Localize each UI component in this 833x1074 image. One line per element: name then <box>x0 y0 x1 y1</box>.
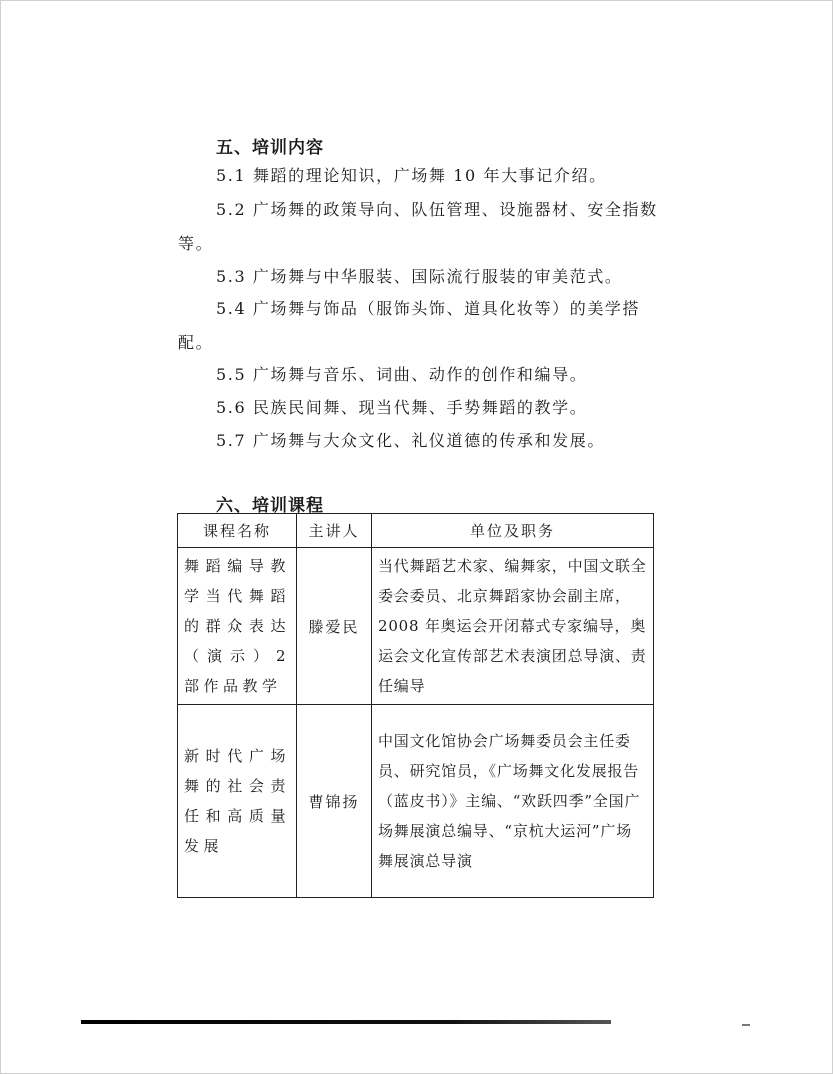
item-5-4: 5.4 广场舞与饰品（服饰头饰、道具化妆等）的美学搭配。 <box>178 299 641 352</box>
item-5-7: 5.7 广场舞与大众文化、礼仪道德的传承和发展。 <box>216 431 605 450</box>
item-5-2: 5.2 广场舞的政策导向、队伍管理、设施器材、安全指数等。 <box>178 200 658 253</box>
item-5-5: 5.5 广场舞与音乐、词曲、动作的创作和编导。 <box>216 365 588 384</box>
table-header-row <box>178 514 654 548</box>
section-5-heading: 五、培训内容 <box>216 138 324 158</box>
course-name-cell: 舞蹈编导教学当代舞蹈的群众表达（演示）2 部作品教学 <box>178 548 297 705</box>
header-lecturer: 主讲人 <box>297 514 372 548</box>
header-position: 单位及职务 <box>372 514 654 548</box>
position-cell: 中国文化馆协会广场舞委员会主任委员、研究馆员，《广场舞文化发展报告（蓝皮书）》主编、“欢跃四季”全国广场舞展演总编导、“京杭大运河”广场舞展演总导演 <box>372 705 654 898</box>
header-course-name: 课程名称 <box>178 514 297 548</box>
course-table <box>177 513 654 898</box>
position-cell: 当代舞蹈艺术家、编舞家，中国文联全委会委员、北京舞蹈家协会副主席，2008 年奥运会开闭幕式专家编导，奥运会文化宣传部艺术表演团总导演、责任编导 <box>372 548 654 705</box>
table-row <box>178 548 654 705</box>
footer-rule <box>81 1020 611 1024</box>
scan-mark <box>742 1024 750 1026</box>
lecturer-cell: 曹锦扬 <box>297 705 372 898</box>
item-5-6: 5.6 民族民间舞、现当代舞、手势舞蹈的教学。 <box>216 398 588 417</box>
section-6-heading: 六、培训课程 <box>216 496 324 516</box>
item-5-3: 5.3 广场舞与中华服装、国际流行服装的审美范式。 <box>216 267 623 286</box>
course-name-cell: 新时代广场舞的社会责任和高质量发展 <box>178 705 297 898</box>
item-5-1: 5.1 舞蹈的理论知识，广场舞 10 年大事记介绍。 <box>216 166 607 185</box>
table-row <box>178 705 654 898</box>
lecturer-cell: 滕爱民 <box>297 548 372 705</box>
